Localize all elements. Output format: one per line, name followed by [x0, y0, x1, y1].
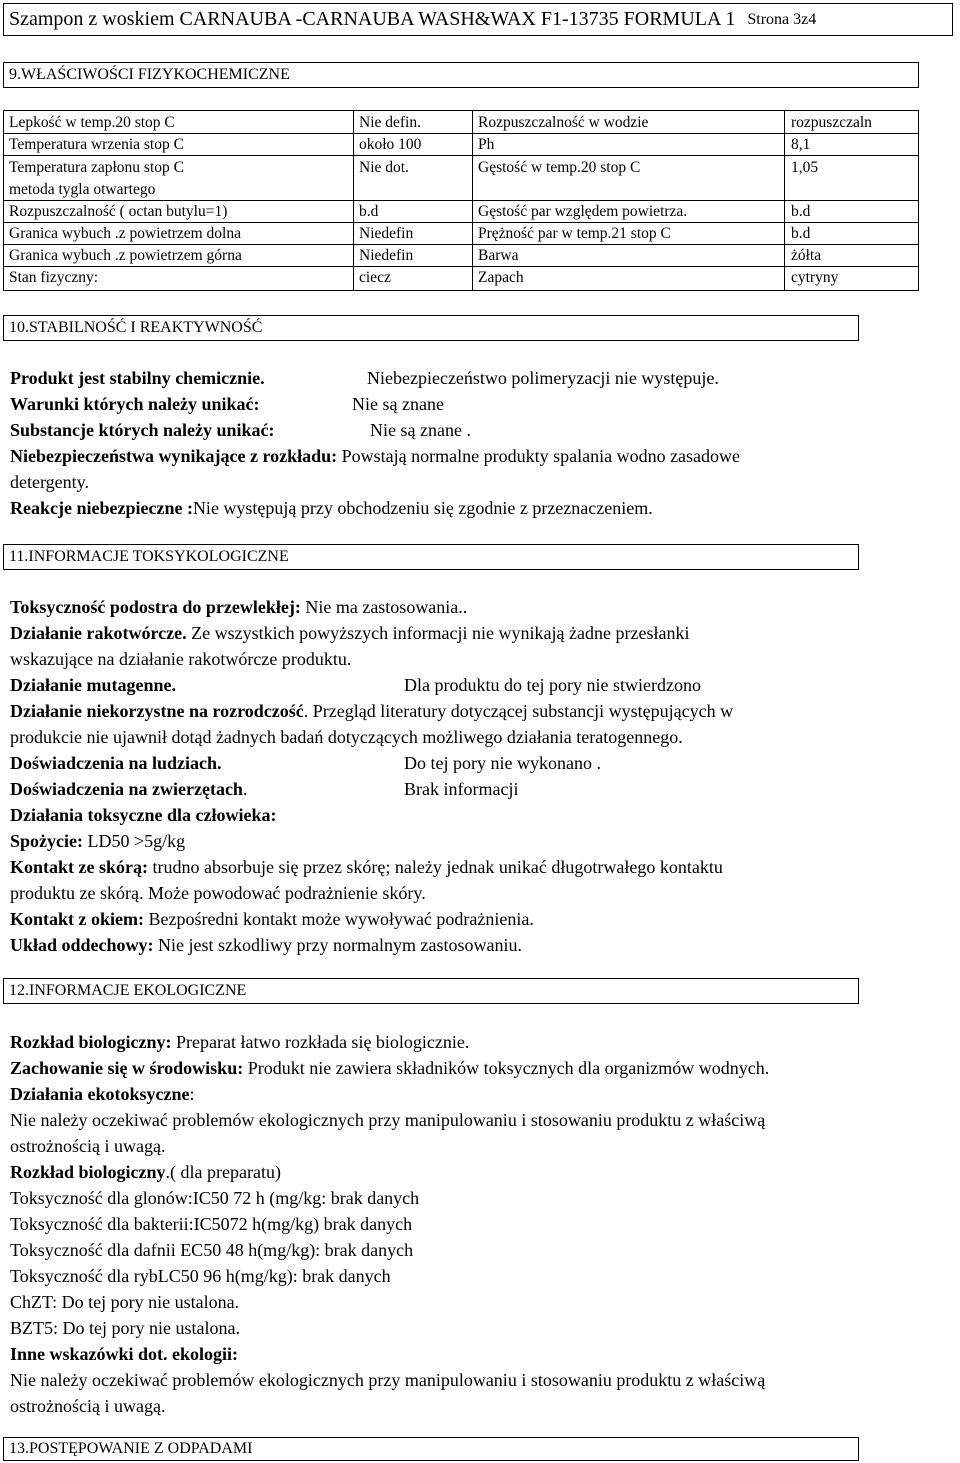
- table-cell: Barwa: [478, 247, 519, 264]
- reproductive-line: Działanie niekorzystne na rozrodczość. Przegląd literatury dotyczącej substancji występujących w: [10, 701, 734, 721]
- skin-contact-line-2: produktu ze skórą. Może powodować podrażnienie skóry.: [10, 883, 426, 903]
- reactions-line: Reakcje niebezpieczne :Nie występują przy obchodzeniu się zgodnie z przeznaczeniem.: [10, 498, 653, 518]
- table-cell: Rozpuszczalność w wodzie: [478, 114, 649, 131]
- decomposition-line: Niebezpieczeństwa wynikające z rozkładu: Powstają normalne produkty spalania wodno zasadowe: [10, 446, 741, 466]
- carcinogenic-line: Działanie rakotwórcze. Ze wszystkich powyższych informacji nie wynikają żadne przesłanki: [10, 623, 690, 643]
- page-number: Strona 3z4: [747, 10, 817, 28]
- daphnia-toxicity-line: Toksyczność dla dafnii EC50 48 h(mg/kg): brak danych: [10, 1240, 414, 1260]
- ingestion-line: Spożycie: LD50 >5g/kg: [10, 831, 186, 851]
- fish-toxicity-line: Toksyczność dla rybLC50 96 h(mg/kg): brak danych: [10, 1266, 391, 1286]
- table-cell: b.d: [791, 225, 811, 242]
- ecotoxic-line-2: ostrożnością i uwagą.: [10, 1136, 166, 1156]
- table-cell: Gęstość w temp.20 stop C: [478, 159, 641, 176]
- table-cell: Temperatura wrzenia stop C: [9, 136, 184, 153]
- table-row-divider: [4, 244, 918, 245]
- table-row-divider: [4, 133, 918, 134]
- section-12-title: 12.INFORMACJE EKOLOGICZNE: [9, 982, 247, 999]
- table-row-divider: [4, 222, 918, 223]
- table-cell: Niedefin: [359, 225, 414, 242]
- bzt5-line: BZT5: Do tej pory nie ustalona.: [10, 1318, 240, 1338]
- table-cell: Ph: [478, 136, 495, 153]
- mutagenic-line: Działanie mutagenne. Dla produktu do tej pory nie stwierdzono: [10, 675, 701, 695]
- section-9-title: 9.WŁAŚCIWOŚCI FIZYKOCHEMICZNE: [9, 66, 290, 83]
- respiratory-line: Układ oddechowy: Nie jest szkodliwy przy normalnym zastosowaniu.: [10, 935, 522, 955]
- table-cell: Granica wybuch .z powietrzem dolna: [9, 225, 241, 242]
- algae-toxicity-line: Toksyczność dla glonów:IC50 72 h (mg/kg: brak danych: [10, 1188, 420, 1208]
- eye-contact-line: Kontakt z okiem: Bezpośredni kontakt może wywoływać podrażnienia.: [10, 909, 534, 929]
- tox-subacute-line: Toksyczność podostra do przewlekłej: Nie ma zastosowania..: [10, 597, 468, 617]
- table-cell: Rozpuszczalność ( octan butylu=1): [9, 203, 228, 220]
- table-cell: Zapach: [478, 269, 524, 286]
- chzt-line: ChZT: Do tej pory nie ustalona.: [10, 1292, 240, 1312]
- table-cell: Temperatura zapłonu stop C: [9, 159, 184, 176]
- human-tests-line: Doświadczenia na ludziach. Do tej pory nie wykonano .: [10, 753, 601, 773]
- ecotoxic-line: Nie należy oczekiwać problemów ekologicznych przy manipulowaniu i stosowaniu produktu z właściwą: [10, 1110, 766, 1130]
- decomposition-line-2: detergenty.: [10, 472, 89, 492]
- toxic-effects-heading: Działania toksyczne dla człowieka:: [10, 805, 277, 825]
- carcinogenic-line-2: wskazujące na działanie rakotwórcze produktu.: [10, 649, 352, 669]
- section-10-heading: [3, 315, 859, 341]
- document-header: [3, 3, 953, 36]
- section-11-heading: [3, 544, 859, 570]
- table-row-divider: [4, 155, 918, 156]
- table-cell: Gęstość par względem powietrza.: [478, 203, 688, 220]
- section-9-heading: [3, 62, 919, 88]
- table-cell: Nie dot.: [359, 159, 409, 176]
- skin-contact-line: Kontakt ze skórą: trudno absorbuje się przez skórę; należy jednak unikać długotrwałego kontaktu: [10, 857, 723, 877]
- other-ecology-heading: Inne wskazówki dot. ekologii:: [10, 1344, 239, 1364]
- section-12-heading: [3, 978, 859, 1004]
- table-cell: Prężność par w temp.21 stop C: [478, 225, 671, 242]
- table-cell: b.d: [359, 203, 379, 220]
- table-cell: około 100: [359, 136, 422, 153]
- table-cell: 8,1: [791, 136, 811, 153]
- table-cell: Stan fizyczny:: [9, 269, 99, 286]
- table-cell: ciecz: [359, 269, 391, 286]
- other-ecology-line: Nie należy oczekiwać problemów ekologicznych przy manipulowaniu i stosowaniu produktu z właściwą: [10, 1370, 766, 1390]
- table-cell: żółta: [791, 247, 822, 264]
- table-cell: Nie defin.: [359, 114, 421, 131]
- table-cell: Granica wybuch .z powietrzem górna: [9, 247, 242, 264]
- table-cell: cytryny: [791, 269, 839, 286]
- other-ecology-line-2: ostrożnością i uwagą.: [10, 1396, 166, 1416]
- substances-line: Substancje których należy unikać: Nie są znane .: [10, 420, 471, 440]
- ecotoxic-heading: Działania ekotoksyczne:: [10, 1084, 195, 1104]
- table-cell: metoda tygla otwartego: [9, 181, 156, 198]
- properties-table: [3, 110, 919, 291]
- biodegradation-prep-line: Rozkład biologiczny.( dla preparatu): [10, 1162, 281, 1182]
- table-cell: Niedefin: [359, 247, 414, 264]
- conditions-line: Warunki których należy unikać: Nie są znane: [10, 394, 444, 414]
- environment-line: Zachowanie się w środowisku: Produkt nie zawiera składników toksycznych dla organizmów wodnych.: [10, 1058, 770, 1078]
- reproductive-line-2: produkcie nie ujawnił dotąd żadnych badań dotyczących możliwego działania teratogennego.: [10, 727, 683, 747]
- table-row-divider: [4, 200, 918, 201]
- stability-line: Produkt jest stabilny chemicznie. Niebezpieczeństwo polimeryzacji nie występuje.: [10, 368, 719, 388]
- bacteria-toxicity-line: Toksyczność dla bakterii:IC5072 h(mg/kg) brak danych: [10, 1214, 413, 1234]
- table-cell: rozpuszczaln: [791, 114, 872, 131]
- table-cell: 1,05: [791, 159, 819, 176]
- table-cell: b.d: [791, 203, 811, 220]
- biodegradation-line: Rozkład biologiczny: Preparat łatwo rozkłada się biologicznie.: [10, 1032, 470, 1052]
- section-13-title: 13.POSTĘPOWANIE Z ODPADAMI: [9, 1440, 253, 1457]
- table-cell: Lepkość w temp.20 stop C: [9, 114, 175, 131]
- section-10-title: 10.STABILNOŚĆ I REAKTYWNOŚĆ: [9, 319, 263, 336]
- table-row-divider: [4, 266, 918, 267]
- animal-tests-line: Doświadczenia na zwierzętach. Brak informacji: [10, 779, 519, 799]
- section-11-title: 11.INFORMACJE TOKSYKOLOGICZNE: [9, 548, 289, 565]
- document-title: Szampon z woskiem CARNAUBA -CARNAUBA WASH&WAX F1-13735 FORMULA 1: [9, 8, 736, 30]
- section-13-heading: [3, 1437, 859, 1461]
